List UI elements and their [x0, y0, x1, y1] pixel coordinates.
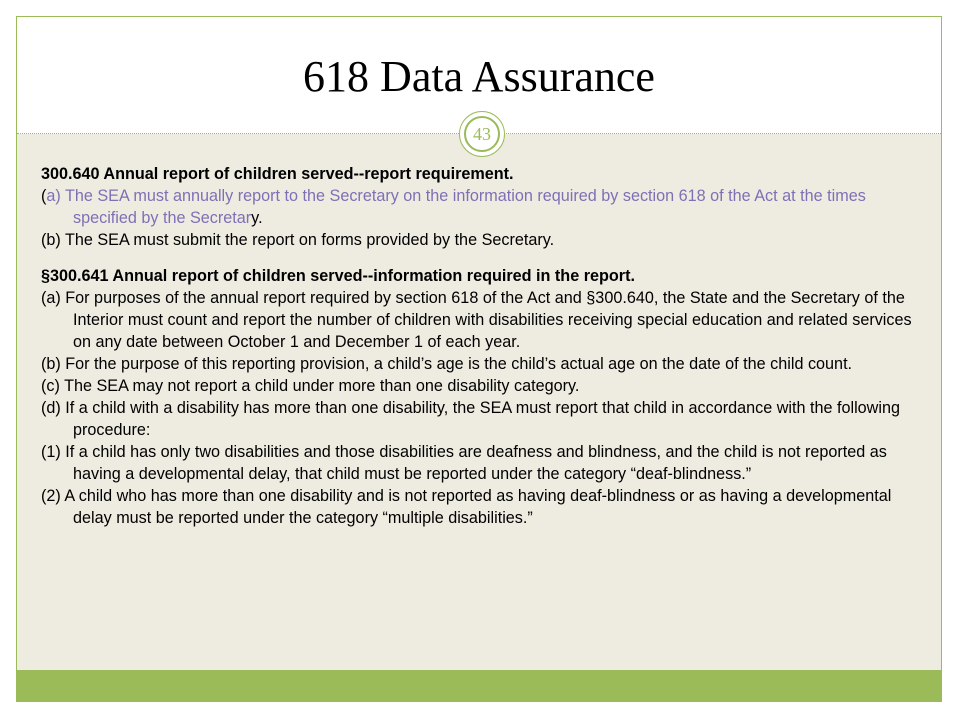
section2-item-1: (1) If a child has only two disabilities and those disabilities are deafness and blindness, and the child is not reported as having a developmental delay, that child must be reported under the category “deaf-blindness.” [41, 443, 887, 483]
page-number-badge [459, 111, 505, 157]
section1-item-a-highlight: a) The SEA must annually report to the Secretary on the information required by section 618 of the Act at the times specified by the Secretar [46, 187, 866, 227]
section1-item-a [41, 185, 921, 229]
section2-item-c: (c) The SEA may not report a child under more than one disability category. [41, 377, 580, 395]
section-gap [41, 251, 921, 265]
section2-item-a: (a) For purposes of the annual report required by section 618 of the Act and §300.640, the State and the Secretary of the Interior must count and report the number of children with disabilities receiving special education and related services on any date between October 1 and December 1 of each year. [41, 289, 912, 351]
footer-bar [17, 670, 941, 701]
slide-body [41, 163, 921, 529]
slide-title: 618 Data Assurance [303, 52, 655, 101]
section2-heading: §300.641 Annual report of children served--information required in the report. [41, 267, 635, 285]
section2-item-2: (2) A child who has more than one disability and is not reported as having deaf-blindness or as having a developmental delay must be reported under the category “multiple disabilities.” [41, 487, 892, 527]
section2-item-b: (b) For the purpose of this reporting provision, a child’s age is the child’s actual age on the date of the child count. [41, 355, 853, 373]
section1-item-a-open: ( [41, 187, 47, 205]
page-number: 43 [464, 116, 500, 152]
section1-item-a-close: y. [251, 209, 263, 227]
section1-item-b: (b) The SEA must submit the report on forms provided by the Secretary. [41, 231, 555, 249]
section1-heading: 300.640 Annual report of children served--report requirement. [41, 165, 514, 183]
section2-item-d: (d) If a child with a disability has more than one disability, the SEA must report that child in accordance with the following procedure: [41, 399, 900, 439]
